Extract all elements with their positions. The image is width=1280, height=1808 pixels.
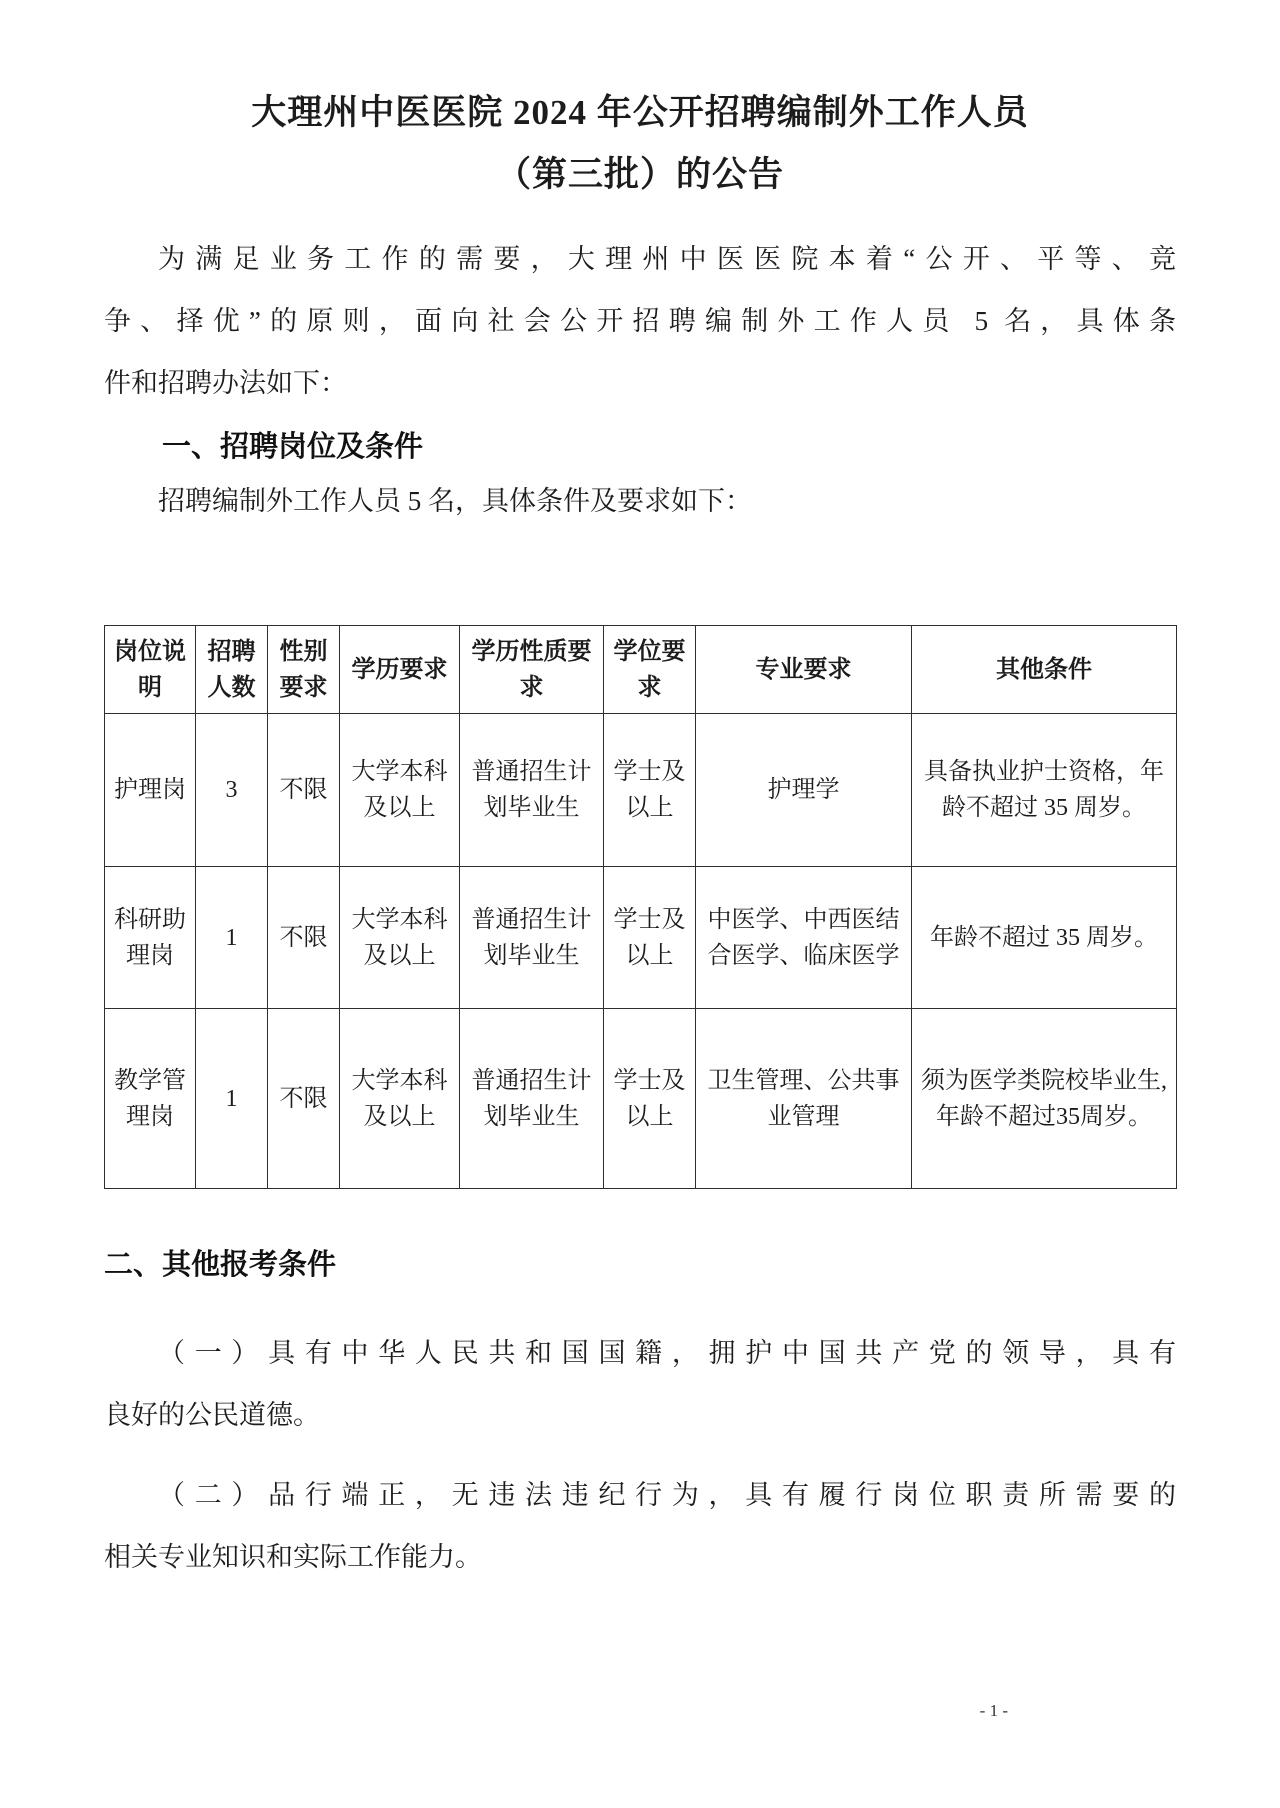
cell-major: 护理学 — [696, 714, 912, 867]
cell-post: 教学管理岗 — [105, 1009, 196, 1189]
cell-post: 科研助理岗 — [105, 867, 196, 1009]
intro-line-1: 为满足业务工作的需要，大理州中医医院本着“公开、平等、竞 — [158, 244, 1176, 274]
header-education-type-requirement: 学历性质要求 — [460, 626, 604, 714]
table-row-teaching-admin — [105, 1009, 1177, 1189]
cell-education: 大学本科及以上 — [340, 1009, 460, 1189]
table-header-row — [105, 626, 1177, 714]
cell-degree: 学士及以上 — [604, 714, 696, 867]
cell-headcount: 1 — [196, 1009, 268, 1189]
cell-degree: 学士及以上 — [604, 867, 696, 1009]
cell-education: 大学本科及以上 — [340, 714, 460, 867]
document-title — [104, 82, 1176, 206]
header-degree-requirement: 学位要求 — [604, 626, 696, 714]
para-2-line-1: （二）品行端正，无违法违纪行为，具有履行岗位职责所需要的 — [158, 1480, 1176, 1510]
cell-major: 中医学、中西医结合医学、临床医学 — [696, 867, 912, 1009]
cell-headcount: 1 — [196, 867, 268, 1009]
cell-headcount: 3 — [196, 714, 268, 867]
cell-degree: 学士及以上 — [604, 1009, 696, 1189]
intro-line-2: 争、择优”的原则，面向社会公开招聘编制外工作人员 5 名，具体条 — [104, 306, 1176, 336]
section-1-lead-line: 招聘编制外工作人员 5 名，具体条件及要求如下： — [158, 486, 752, 516]
header-major-requirement: 专业要求 — [696, 626, 912, 714]
table-row-nursing — [105, 714, 1177, 867]
cell-education-type: 普通招生计划毕业生 — [460, 1009, 604, 1189]
cell-education-type: 普通招生计划毕业生 — [460, 714, 604, 867]
title-line-2: （第三批）的公告 — [495, 155, 784, 194]
page-number: - 1 - — [979, 1701, 1008, 1720]
section-1-lead — [104, 470, 1176, 532]
cell-education: 大学本科及以上 — [340, 867, 460, 1009]
para-1-line-2: 良好的公民道德。 — [104, 1400, 320, 1430]
header-gender-requirement: 性别要求 — [268, 626, 340, 714]
cell-other: 年龄不超过 35 周岁。 — [912, 867, 1177, 1009]
header-headcount: 招聘人数 — [196, 626, 268, 714]
cell-gender: 不限 — [268, 1009, 340, 1189]
intro-line-3: 件和招聘办法如下： — [104, 368, 347, 398]
cell-gender: 不限 — [268, 714, 340, 867]
cell-post: 护理岗 — [105, 714, 196, 867]
cell-education-type: 普通招生计划毕业生 — [460, 867, 604, 1009]
recruitment-table — [104, 625, 1177, 1189]
header-other-conditions: 其他条件 — [912, 626, 1177, 714]
recruitment-table-wrapper — [104, 625, 1176, 1189]
header-education-requirement: 学历要求 — [340, 626, 460, 714]
cell-other: 须为医学类院校毕业生,年龄不超过35周岁。 — [912, 1009, 1177, 1189]
section-2-paragraph-2 — [104, 1464, 1176, 1588]
table-row-research-assistant — [105, 867, 1177, 1009]
section-2-heading: 二、其他报考条件 — [104, 1249, 337, 1281]
section-1-heading: 一、招聘岗位及条件 — [162, 431, 424, 463]
cell-other: 具备执业护士资格，年龄不超过 35 周岁。 — [912, 714, 1177, 867]
cell-gender: 不限 — [268, 867, 340, 1009]
cell-major: 卫生管理、公共事业管理 — [696, 1009, 912, 1189]
para-2-line-2: 相关专业知识和实际工作能力。 — [104, 1542, 482, 1572]
title-line-1: 大理州中医医院 2024 年公开招聘编制外工作人员 — [251, 93, 1029, 132]
para-1-line-1: （一）具有中华人民共和国国籍，拥护中国共产党的领导，具有 — [158, 1338, 1176, 1368]
intro-paragraph — [104, 228, 1176, 414]
section-2-paragraph-1 — [104, 1322, 1176, 1446]
header-post-description: 岗位说明 — [105, 626, 196, 714]
